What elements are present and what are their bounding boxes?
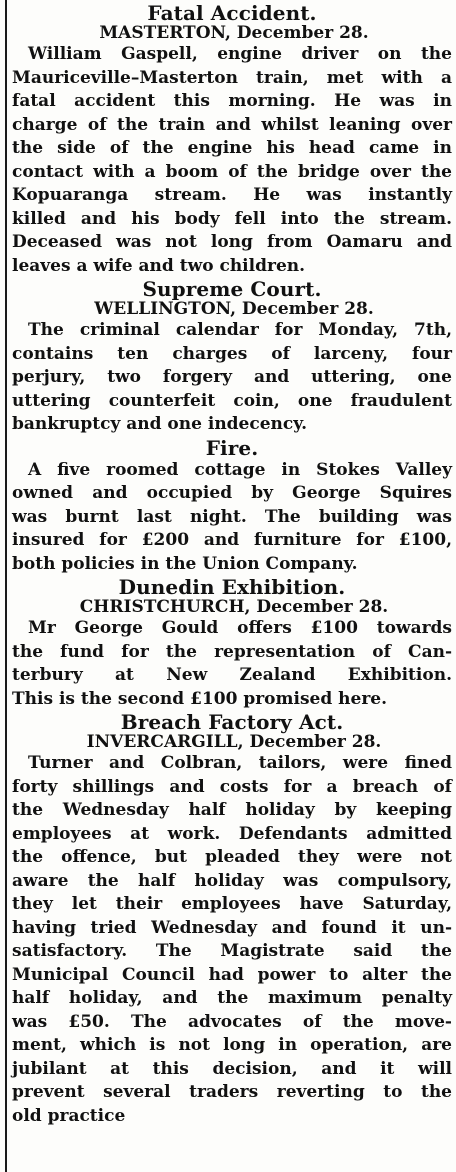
body-line: ment, which is not long in operation, are <box>12 1035 452 1055</box>
body-line: employees at work. Defendants admitted <box>12 823 452 844</box>
article-dateline: CHRISTCHURCH, December 28. <box>79 597 389 617</box>
body-line: aware the half holiday was compulsory, <box>12 870 452 891</box>
body-line: old practice <box>12 1105 126 1126</box>
body-line: the fund for the representation of Can- <box>12 641 452 662</box>
body-line: Mr George Gould offers £100 towards <box>28 618 452 638</box>
body-line: half holiday, and the maximum penalty <box>12 988 452 1008</box>
article-dateline: MASTERTON, December 28. <box>99 23 369 43</box>
body-line: satisfactory. The Magistrate said the <box>12 941 452 961</box>
article-headline: Supreme Court. <box>142 277 322 301</box>
body-line: the offence, but pleaded they were not <box>12 847 452 867</box>
body-line: terbury at New Zealand Exhibition. <box>12 665 452 685</box>
body-line: Municipal Council had power to alter the <box>12 964 452 985</box>
body-line: This is the second £100 promised here. <box>12 688 388 709</box>
body-line: Deceased was not long from Oamaru and <box>12 232 452 252</box>
body-line: Turner and Colbran, tailors, were fined <box>28 753 452 773</box>
body-line: was burnt last night. The building was <box>12 506 452 527</box>
article-supreme-court <box>12 278 452 437</box>
article-dateline: WELLINGTON, December 28. <box>94 299 374 319</box>
body-line: A five roomed cottage in Stokes Valley <box>28 459 452 480</box>
body-line: the Wednesday half holiday by keeping <box>12 800 452 820</box>
body-line: prevent several traders reverting to the <box>12 1082 452 1102</box>
body-line: the side of the engine his head came in <box>12 138 452 158</box>
body-line: fatal accident this morning. He was in <box>12 91 452 111</box>
body-line: perjury, two forgery and uttering, one <box>12 367 452 387</box>
body-line: insured for £200 and furniture for £100, <box>12 530 452 550</box>
body-line: having tried Wednesday and found it un- <box>12 917 452 938</box>
article-dunedin-exhibition <box>12 576 452 711</box>
article-headline: Dunedin Exhibition. <box>118 575 346 599</box>
body-line: bankruptcy and one indecency. <box>12 414 308 434</box>
article-body <box>12 459 452 577</box>
body-line: they let their employees have Saturday, <box>12 894 452 914</box>
article-body <box>12 752 452 1128</box>
body-line: Mauriceville–Masterton train, met with a <box>12 67 452 88</box>
article-fire <box>12 437 452 577</box>
article-headline: Breach Factory Act. <box>120 710 344 734</box>
body-line: was £50. The advocates of the move- <box>12 1011 452 1032</box>
body-line: jubilant at this decision, and it will <box>12 1058 452 1079</box>
body-line: The criminal calendar for Monday, 7th, <box>28 320 452 340</box>
body-line: both policies in the Union Company. <box>12 553 358 574</box>
body-line: Kopuaranga stream. He was instantly <box>12 185 452 205</box>
article-body <box>12 617 452 711</box>
body-line: owned and occupied by George Squires <box>12 483 452 503</box>
article-body <box>12 319 452 437</box>
article-dateline: INVERCARGILL, December 28. <box>86 732 382 752</box>
news-column <box>12 2 452 1128</box>
body-line: contains ten charges of larceny, four <box>12 343 452 364</box>
body-line: forty shillings and costs for a breach of <box>12 776 452 797</box>
column-rule <box>5 0 7 1172</box>
article-headline: Fire. <box>205 435 259 460</box>
article-fatal-accident <box>12 2 452 278</box>
article-breach-factory-act <box>12 711 452 1128</box>
article-headline: Fatal Accident. <box>147 1 317 25</box>
body-line: contact with a boom of the bridge over the <box>12 161 452 182</box>
body-line: uttering counterfeit coin, one fraudulent <box>12 390 452 411</box>
body-line: killed and his body fell into the stream. <box>12 208 452 229</box>
article-body <box>12 43 452 278</box>
body-line: William Gaspell, engine driver on the <box>28 44 452 64</box>
body-line: charge of the train and whilst leaning over <box>12 114 452 135</box>
body-line: leaves a wife and two children. <box>12 255 306 276</box>
